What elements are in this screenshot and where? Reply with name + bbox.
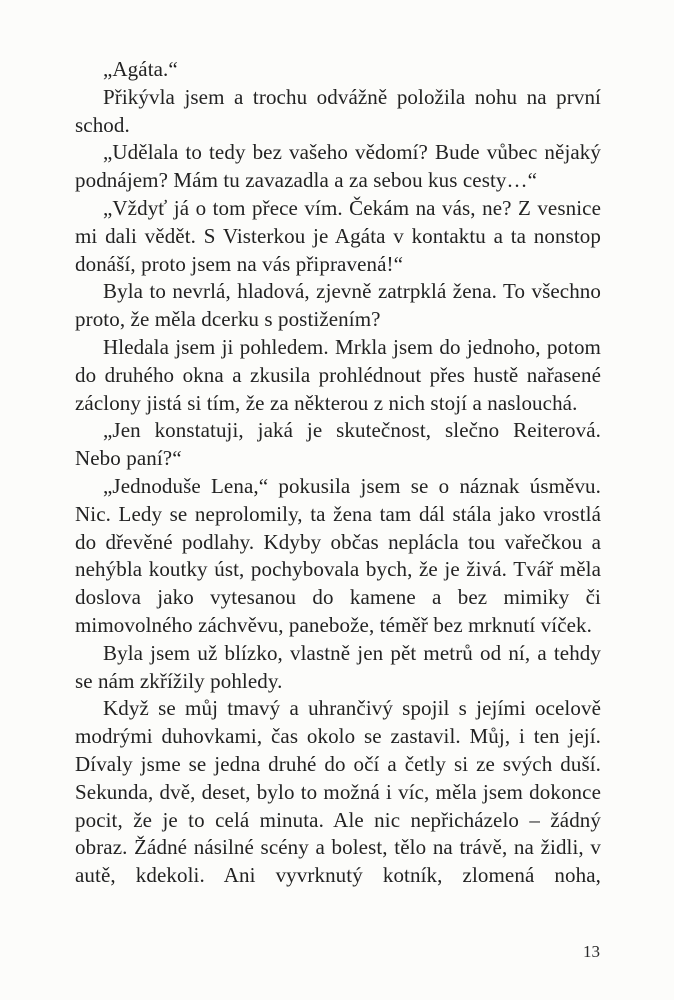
page-text-body [75, 56, 601, 890]
paragraph: Hledala jsem ji pohledem. Mrkla jsem do jednoho, potom do druhého okna a zkusila prohlédnout přes hustě nařasené záclony jistá si tím, že za některou z nich stojí a naslouchá. [75, 334, 601, 415]
paragraph: Byla to nevrlá, hladová, zjevně zatrpklá žena. To všechno proto, že měla dcerku s postižením? [75, 279, 601, 332]
page-number: 13 [583, 942, 600, 961]
paragraph: Přikývla jsem a trochu odvážně položila nohu na první schod. [75, 84, 601, 137]
paragraph: „Agáta.“ [103, 57, 178, 81]
paragraph: Když se můj tmavý a uhrančivý spojil s jejími ocelově modrými duhovkami, čas okolo se zastavil. Můj, i ten její. Dívaly jsme se jedna druhé do očí a četly si ze svých duší. Sekunda, dvě, deset, bylo to možná i víc, měla jsem dokonce pocit, že je to celá minuta. Ale nic nepřicházelo – žádný obraz. Žádné násilné scény a bolest, tělo na trávě, na židli, v autě, kdekoli. Ani vyvrknutý kotník, zlomená noha, [75, 696, 601, 888]
paragraph: „Jen konstatuji, jaká je skutečnost, slečno Reiterová. Nebo paní?“ [75, 418, 601, 471]
paragraph: „Jednoduše Lena,“ pokusila jsem se o náznak úsměvu. Nic. Ledy se neprolomily, ta žena tam dál stála jako vrostlá do dřevěné podlahy. Kdyby občas neplácla tou vařečkou a nehýbla koutky úst, pochybovala bych, že je živá. Tvář měla doslova jako vytesanou do kamene a bez mimiky či mimovolného záchvěvu, panebože, téměř bez mrknutí víček. [75, 473, 601, 637]
paragraph: „Udělala to tedy bez vašeho vědomí? Bude vůbec nějaký podnájem? Mám tu zavazadla a za sebou kus cesty…“ [75, 140, 601, 193]
paragraph: „Vždyť já o tom přece vím. Čekám na vás, ne? Z vesnice mi dali vědět. S Visterkou je Agáta v kontaktu a ta nonstop donáší, proto jsem na vás připravená!“ [75, 195, 601, 276]
paragraph: Byla jsem už blízko, vlastně jen pět metrů od ní, a tehdy se nám zkřížily pohledy. [75, 640, 601, 693]
